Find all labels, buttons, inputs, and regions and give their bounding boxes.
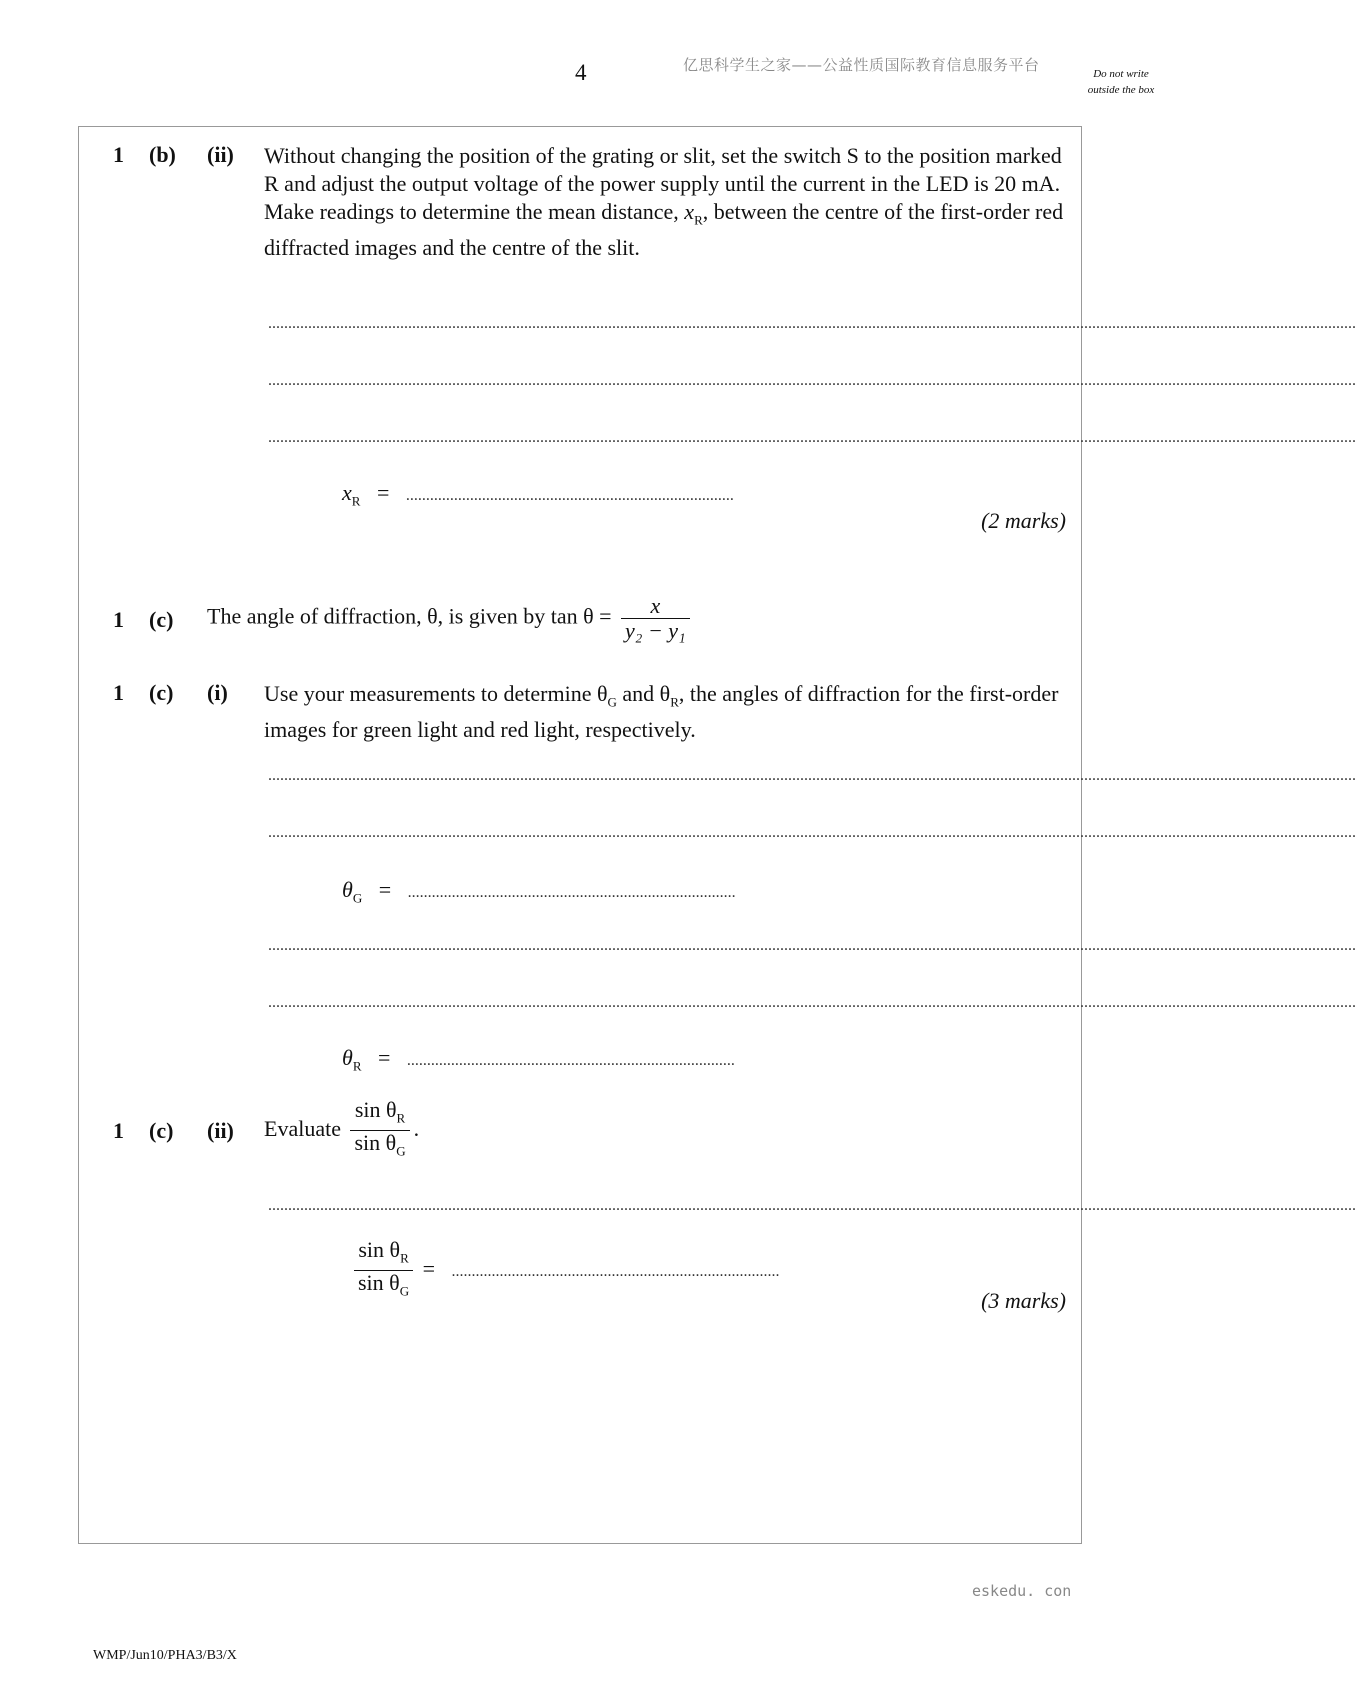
- sine-ratio-fraction: [354, 1238, 413, 1304]
- fraction-numerator: $\sin \theta_R$: [354, 1238, 413, 1271]
- answer-line[interactable]: ................................................................................................................................................................................................................................................................................: [268, 429, 1356, 446]
- margin-note: Do not write outside the box: [1087, 68, 1155, 96]
- page-number: 4: [575, 60, 587, 85]
- question-number: 1: [113, 607, 124, 632]
- fraction-denominator: y₂ − y₁: [625, 618, 686, 643]
- question-subpart: (ii): [207, 1118, 234, 1143]
- answer-line[interactable]: ................................................................................................................................................................................................................................................................................: [268, 372, 1356, 389]
- answer-label: x: [342, 480, 352, 505]
- question-number: 1: [113, 680, 124, 705]
- paper-code: WMP/Jun10/PHA3/B3/X: [93, 1648, 237, 1663]
- answer-line[interactable]: ................................................................................................................................................................................................................................................................................: [268, 1197, 1356, 1214]
- answer-label-sub: R: [351, 493, 361, 509]
- question-number: 1: [113, 142, 124, 167]
- fraction-denominator: $\sin \theta_G$: [354, 1130, 406, 1159]
- answer-label: θ: [342, 1045, 353, 1070]
- question-text-mid: and θ: [616, 681, 671, 706]
- equals-sign: =: [376, 480, 390, 505]
- watermark-header: 亿思科学生之家——公益性质国际教育信息服务平台: [683, 56, 1040, 74]
- fraction-denominator: $\sin \theta_G$: [358, 1270, 410, 1299]
- question-subpart: (i): [207, 680, 228, 705]
- question-text-b: , the angles of diffraction for the first-order images for green light and red light, respectively.: [264, 681, 1059, 743]
- question-text: [264, 1098, 419, 1164]
- question-number: 1: [113, 1118, 124, 1143]
- question-text: The angle of diffraction, θ, is given by tan θ =: [207, 603, 612, 629]
- marks-label: (2 marks): [981, 508, 1066, 533]
- question-part: (c): [149, 607, 174, 632]
- variable-x: x: [684, 199, 695, 224]
- answer-line[interactable]: ................................................................................................................................................................................................................................................................................: [268, 315, 1356, 332]
- answer-label-sub: G: [352, 890, 363, 906]
- answer-field[interactable]: ..................................................................................: [405, 487, 734, 504]
- marks-label: (3 marks): [981, 1288, 1066, 1313]
- equals-sign: =: [422, 1255, 436, 1281]
- question-text-a: Without changing the position of the grating or slit, set the switch S to the position marked R and adjust the output voltage of the power supply until the current in the LED is 20 mA. Make readings to determine the mean distance,: [264, 143, 1062, 224]
- answer-line[interactable]: ................................................................................................................................................................................................................................................................................: [268, 937, 1356, 954]
- answer-line[interactable]: ................................................................................................................................................................................................................................................................................: [268, 767, 1356, 784]
- question-text: [264, 142, 1064, 262]
- answer-line[interactable]: ................................................................................................................................................................................................................................................................................: [268, 994, 1356, 1011]
- equals-sign: =: [377, 1045, 391, 1070]
- question-subpart: (ii): [207, 142, 234, 167]
- answer-label-sub: R: [352, 1058, 362, 1074]
- answer-field[interactable]: ..................................................................................: [406, 1052, 735, 1069]
- theta-sub-g: G: [607, 694, 617, 710]
- formula-fraction: [621, 594, 690, 643]
- evaluate-label: Evaluate: [264, 1115, 341, 1141]
- answer-line[interactable]: ................................................................................................................................................................................................................................................................................: [268, 824, 1356, 841]
- question-text-a: Use your measurements to determine θ: [264, 681, 608, 706]
- theta-sub-r: R: [670, 694, 679, 710]
- fraction-numerator: x: [621, 594, 690, 619]
- question-text-b: , between the centre of the first-order red diffracted images and the centre of the slit.: [264, 199, 1064, 261]
- equals-sign: =: [378, 877, 392, 902]
- answer-row-theta-g: [342, 877, 736, 906]
- answer-row-ratio: [350, 1238, 780, 1304]
- question-text: [207, 594, 694, 643]
- answer-label: θ: [342, 877, 353, 902]
- answer-row-xr: [342, 480, 734, 509]
- fraction-numerator: $\sin \theta_R$: [350, 1098, 409, 1131]
- sine-ratio-fraction: [350, 1098, 409, 1164]
- answer-field[interactable]: ..................................................................................: [407, 884, 736, 901]
- answer-field[interactable]: ..................................................................................: [451, 1262, 780, 1280]
- question-part: (c): [149, 680, 174, 705]
- variable-sub: R: [694, 212, 703, 228]
- answer-row-theta-r: [342, 1045, 735, 1074]
- question-text: [264, 680, 1064, 744]
- question-part: (c): [149, 1118, 174, 1143]
- question-part: (b): [149, 142, 176, 167]
- period: .: [413, 1115, 420, 1141]
- watermark-footer: eskedu. con: [972, 1582, 1072, 1600]
